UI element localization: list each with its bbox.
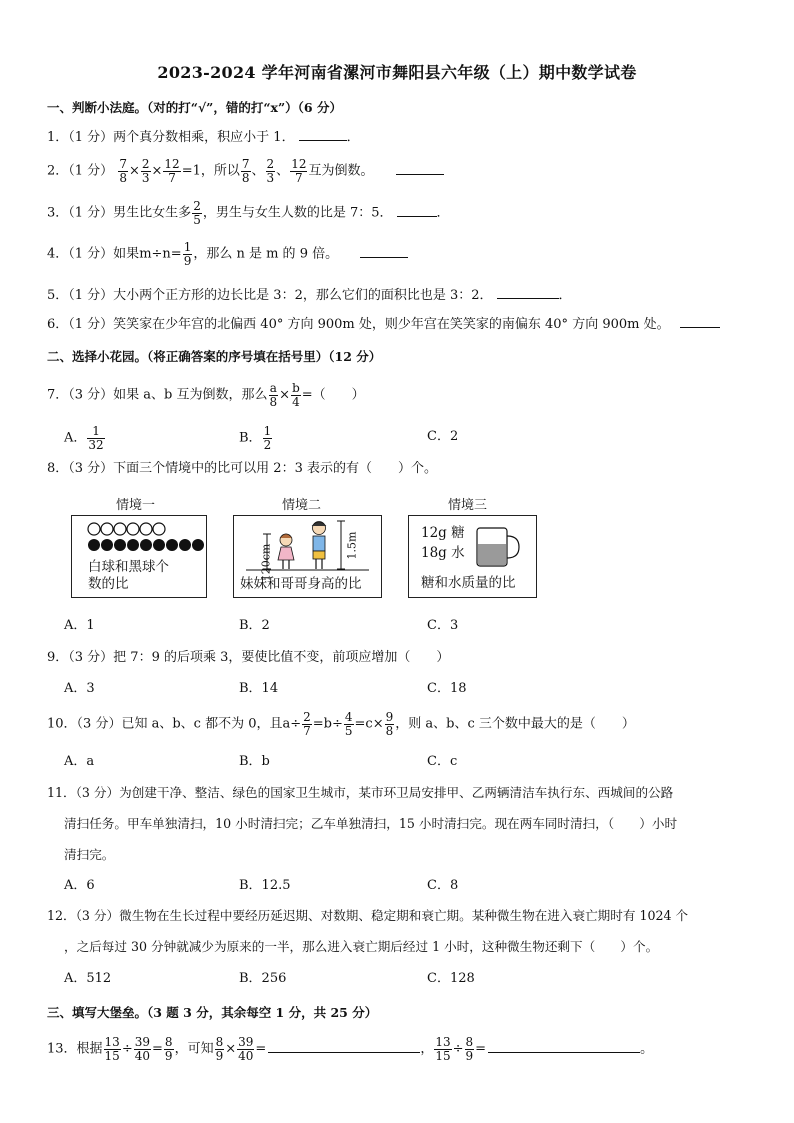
question-9: 9．（3 分）把 7：9 的后项乘 3，要使比值不变，前项应增加（ ） [47, 650, 450, 665]
fraction: $\frac{12}{7}$ [164, 157, 180, 185]
fraction: $\frac{2}{3}$ [266, 157, 275, 185]
question-6: 6．（1 分）笑笑家在少年宫的北偏西 40° 方向 900m 处，则少年宫在笑笑家的南偏东 40° 方向 900m 处。 [47, 318, 720, 331]
question-3: 3．（1 分）男生比女生多 $\frac{2}{5}$ ，男生与女生人数的比是 7：5． ． [47, 199, 450, 227]
fraction: $\frac{7}{8}$ [119, 157, 127, 185]
fraction: $\frac{a}{8}$ [269, 381, 278, 409]
fraction: $\frac{b}{4}$ [292, 381, 300, 409]
scene-1-caption-line2: 数的比 [88, 576, 129, 592]
question-12-line2: ，之后每过 30 分钟就减少为原来的一半，那么进入衰亡期后经过 1 小时，这种微生物还剩下（ ）个。 [64, 939, 659, 954]
fraction: $\frac{8}{9}$ [164, 1035, 173, 1063]
height-label-left: 120cm [259, 543, 273, 582]
option-a[interactable]: A．a [64, 754, 95, 769]
option-b[interactable]: B．b [239, 754, 270, 769]
height-illustration [234, 516, 381, 576]
fraction: $\frac{2}{3}$ [141, 157, 150, 185]
option-a[interactable]: A．3 [64, 681, 95, 696]
option-c[interactable]: C．c [427, 754, 458, 769]
option-a[interactable]: A．512 [64, 971, 112, 986]
option-c[interactable]: C．18 [427, 681, 467, 696]
option-b[interactable]: B．12.5 [239, 878, 291, 893]
option-a[interactable]: A．1 [64, 618, 95, 633]
scene-3-box [408, 515, 537, 598]
question-11-line1: 11．（3 分）为创建干净、整洁、绿色的国家卫生城市，某市环卫局安排甲、乙两辆清洁车执行东、西城间的公路 [47, 785, 674, 800]
question-4: 4．（1 分）如果m÷n= $\frac{1}{9}$ ，那么 n 是 m 的 9 倍。 [47, 241, 408, 267]
answer-blank[interactable] [497, 297, 559, 299]
fraction: $\frac{2}{5}$ [193, 199, 201, 227]
question-12-line1: 12．（3 分）微生物在生长过程中要经历延迟期、对数期、稳定期和衰亡期。某种微生物在进入衰亡期时有 1024 个 [47, 908, 689, 923]
fraction: $\frac{2}{7}$ [303, 710, 311, 738]
option-b[interactable]: B．256 [239, 971, 287, 986]
question-7: 7．（3 分）如果 a、b 互为倒数，那么 $\frac{a}{8}$ × $\frac{b}{4}$ =（ ） [47, 381, 365, 409]
question-11-line3: 清扫完。 [64, 847, 115, 862]
scene-3-label: 情境三 [448, 498, 488, 513]
scene-2-box [233, 515, 382, 598]
question-10: 10．（3 分）已知 a、b、c 都不为 0，且a÷ $\frac{2}{7}$ =b÷ $\frac{4}{5}$ =c× $\frac{9}{8}$ ，则 a、b、c 三个数中最大的是（ ） [47, 710, 635, 738]
scene-2-caption: 妹妹和哥哥身高的比 [240, 576, 362, 592]
fraction: $\frac{13}{15}$ [435, 1035, 451, 1063]
question-8: 8．（3 分）下面三个情境中的比可以用 2：3 表示的有（ ）个。 [47, 461, 437, 476]
option-a[interactable]: A．6 [64, 878, 95, 893]
answer-blank[interactable] [488, 1051, 640, 1053]
answer-blank[interactable] [396, 173, 444, 175]
question-1: 1．（1 分）两个真分数相乘，积应小于 1． ． [47, 130, 360, 145]
balls-illustration [72, 516, 206, 556]
question-2: 2．（1 分） $\frac{7}{8}$ × $\frac{2}{3}$ × $\frac{12}{7}$ =1，所以 $\frac{7}{8}$ 、 $\frac{2}{3}$ 、 $\frac{12}{7}$ 互为倒数。 [47, 158, 444, 184]
scene-2-label: 情境二 [282, 498, 322, 513]
answer-blank[interactable] [360, 256, 408, 258]
fraction: $\frac{39}{40}$ [134, 1035, 151, 1063]
scene-3-caption: 糖和水质量的比 [421, 575, 516, 591]
answer-blank[interactable] [397, 215, 437, 217]
fraction: $\frac{39}{40}$ [238, 1035, 254, 1063]
option-b[interactable]: B．14 [239, 681, 279, 696]
question-5: 5．（1 分）大小两个正方形的边长比是 3：2，那么它们的面积比也是 3：2． ． [47, 288, 572, 303]
water-label: 18g 水 [421, 545, 465, 561]
fraction: $\frac{8}{9}$ [215, 1035, 224, 1063]
answer-blank[interactable] [299, 139, 347, 141]
fraction: $\frac{12}{7}$ [291, 157, 307, 185]
fraction: $\frac{4}{5}$ [344, 710, 353, 738]
cup-icon [471, 522, 531, 574]
scene-1-caption-line1: 白球和黑球个 [88, 559, 169, 575]
question-13: 13．根据 $\frac{13}{15}$ ÷ $\frac{39}{40}$ = $\frac{8}{9}$ ，可知 $\frac{8}{9}$ × $\frac{39}{40}$ = ， $\frac{13}{15}$ ÷ $\frac{8}{9}$ = 。 [47, 1035, 654, 1063]
option-b[interactable]: B． $\frac{1}{2}$ [239, 424, 272, 452]
sugar-label: 12g 糖 [421, 525, 465, 541]
scene-1-box [71, 515, 207, 598]
fraction: $\frac{8}{9}$ [465, 1035, 474, 1063]
option-c[interactable]: C．8 [427, 878, 459, 893]
question-11-line2: 清扫任务。甲车单独清扫，10 小时清扫完；乙车单独清扫，15 小时清扫完。现在两车同时清扫，（ ）小时 [64, 816, 678, 831]
option-c[interactable]: C．3 [427, 618, 459, 633]
scene-1-label: 情境一 [116, 498, 156, 513]
fraction: $\frac{1}{9}$ [183, 240, 192, 268]
fraction: $\frac{13}{15}$ [104, 1035, 120, 1063]
option-a[interactable]: A． $\frac{1}{32}$ [64, 424, 104, 452]
page-title: 2023-2024 学年河南省漯河市舞阳县六年级（上）期中数学试卷 [157, 63, 637, 82]
option-c[interactable]: C．2 [427, 429, 459, 444]
answer-blank[interactable] [268, 1051, 420, 1053]
section-heading-judge: 一、判断小法庭。（对的打“√”，错的打“x”）（6 分） [47, 100, 342, 115]
height-label-right: 1.5m [345, 531, 359, 560]
section-heading-choice: 二、选择小花园。（将正确答案的序号填在括号里）（12 分） [47, 349, 382, 364]
answer-blank[interactable] [680, 326, 720, 328]
option-c[interactable]: C．128 [427, 971, 475, 986]
fraction: $\frac{7}{8}$ [241, 157, 250, 185]
option-b[interactable]: B．2 [239, 618, 270, 633]
section-heading-fill: 三、填写大堡垒。（3 题 3 分，其余每空 1 分，共 25 分） [47, 1005, 378, 1020]
fraction: $\frac{9}{8}$ [385, 710, 394, 738]
